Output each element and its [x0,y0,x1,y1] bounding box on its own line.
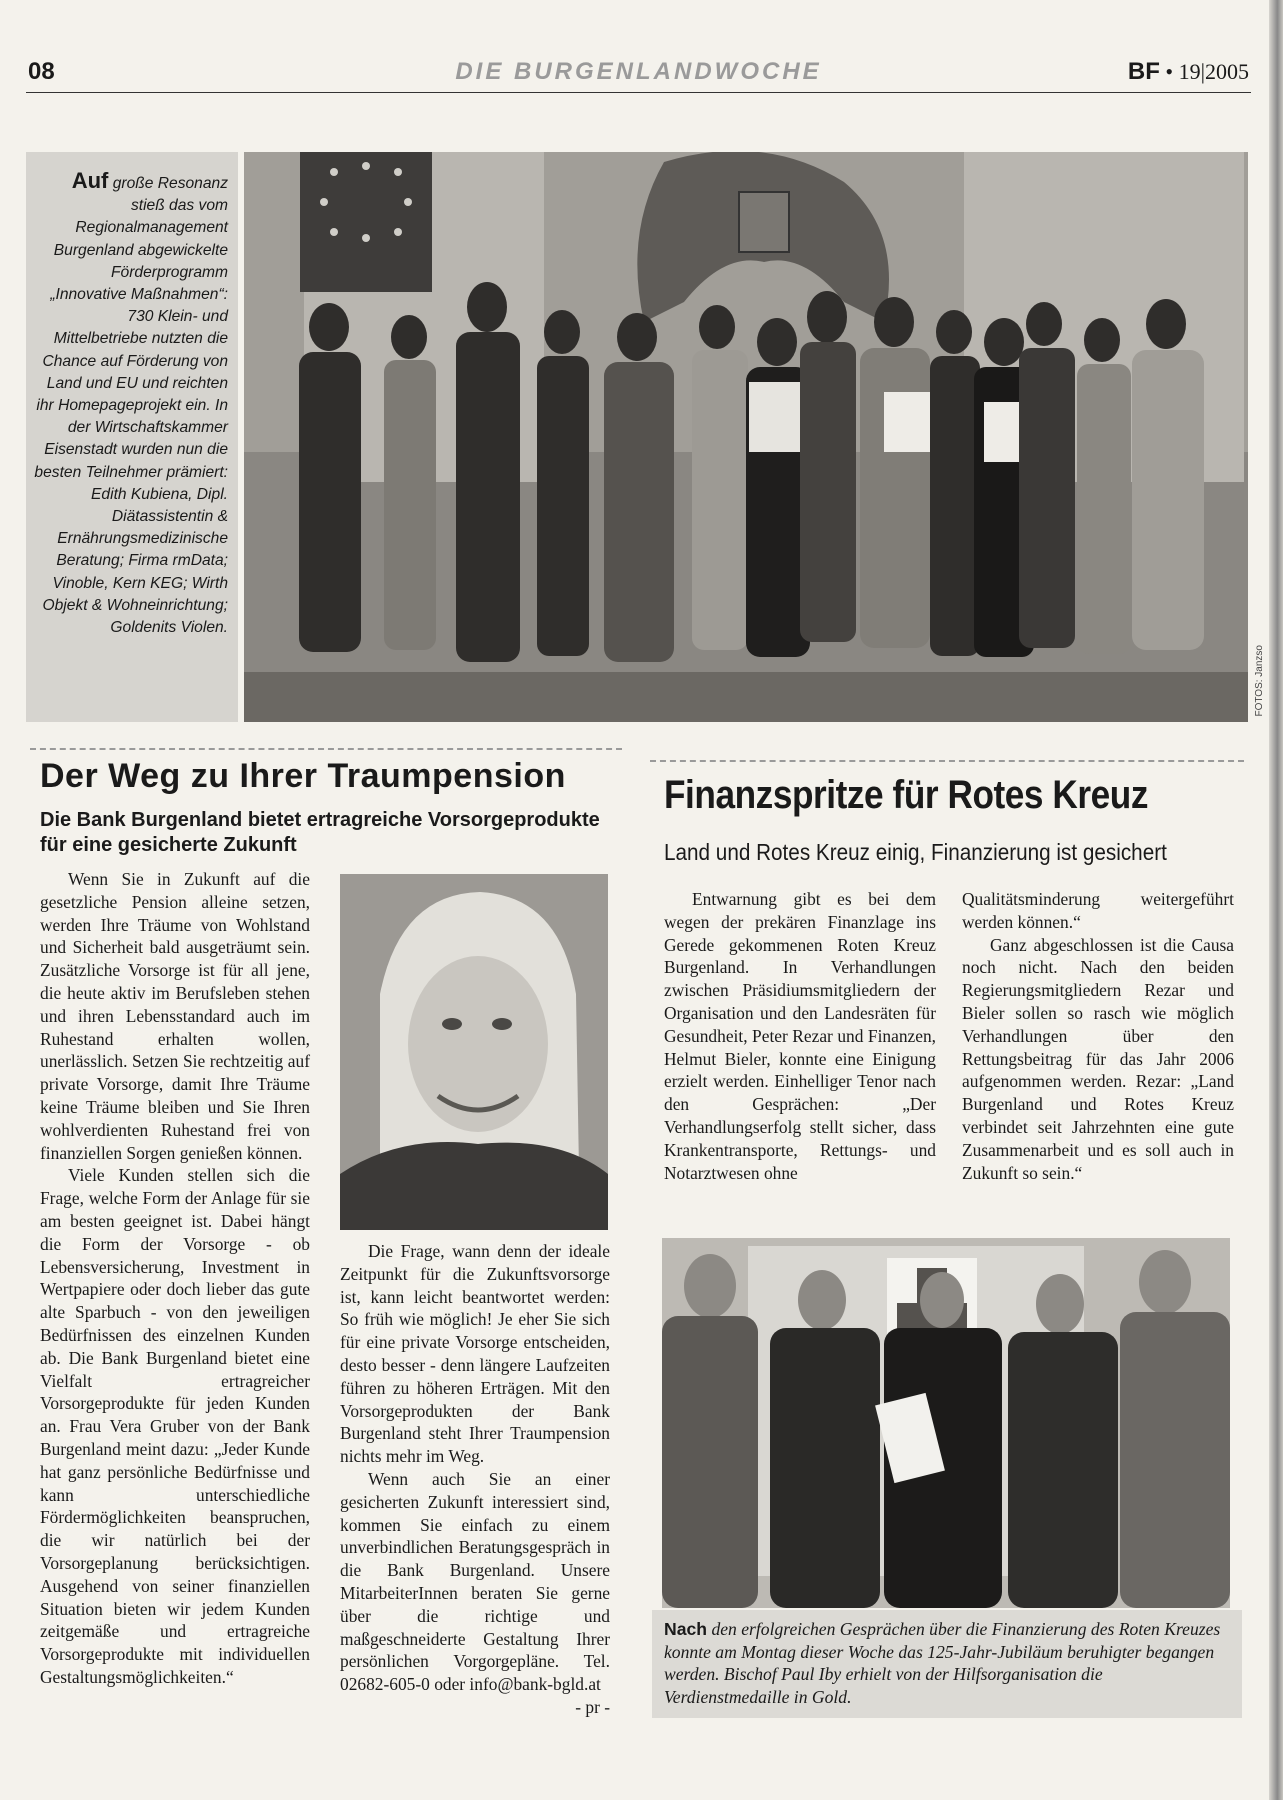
right-article-divider [650,760,1244,762]
left-article-title: Der Weg zu Ihrer Traumpension [40,757,566,795]
right-article-title: Finanzspritze für Rotes Kreuz [664,773,1149,817]
left-article-subtitle: Die Bank Burgenland bietet ertragreiche Vorsorgeprodukte für eine gesicherte Zukunft [40,809,600,856]
left-col2-para-2-text: Wenn auch Sie an einer gesicherten Zukunft interessiert sind, kommen Sie einfach zu einem unverbindlichen Beratungsgespräch in die Bank Burgenland. Unsere MitarbeiterInnen beraten Sie gerne über die richtige und maßgeschneiderte Gestaltung Ihrer persönlichen Vorgorgepläne. Tel. 02682-605-0 oder info@bank-bgld.at [340,1468,610,1695]
bottom-caption-text: den erfolgreichen Gesprächen über die Finanzierung des Roten Kreuzes konnte am Montag dieser Woche das 125-Jahr-Jubiläum beruhigter begangen werden. Bischof Paul Iby erhielt von der Hilfsorganisation die Verdienstmedaille in Gold. [664,1619,1221,1707]
page-number: 08 [28,58,55,85]
right-article-column-1 [664,888,936,1184]
photo-credit: FOTOS: Janzso [1254,645,1265,717]
masthead: DIE BURGENLANDWOCHE [455,58,822,85]
page-edge-shadow [1269,0,1283,1800]
left-col2-para-2 [340,1468,610,1717]
top-caption-lead: Auf [71,168,109,193]
left-col2-para-1: Die Frage, wann denn der ideale Zeitpunkt für die Zukunftsvorsorge ist, kann leicht beantwortet werden: So früh wie möglich! Je eher Sie sich für eine private Vorsorge entscheiden, desto besser - denn längere Laufzeiten führen zu höheren Erträgen. Mit den Vorsorgeprodukten der Bank Burgenland steht Ihrer Traumpension nichts mehr im Weg. [340,1241,610,1467]
right-article-subtitle: Land und Rotes Kreuz einig, Finanzierung ist gesichert [664,839,1167,865]
top-caption-text: große Resonanz stieß das vom Regionalmanagement Burgenland abgewickelte Förderprogramm „Innovative Maßnahmen“: 730 Klein- und Mittelbetriebe nutzten die Chance auf Förderung von Land und EU und reichten ihr Homepageprojekt ein. In der Wirtschaftskammer Eisenstadt wurden nun die besten Teilnehmer prämiert: Edith Kubiena, Dipl. Diätassistentin & Ernährungsmedizinische Beratung; Firma rmData; Vinoble, Kern KEG; Wirth Objekt & Wohneinrichtung; Goldenits Violen. [34,175,228,637]
author-signature: - pr - [575,1696,610,1717]
bottom-caption-lead: Nach [664,1619,708,1639]
left-article-column-1 [40,868,310,1689]
right-article-column-2 [962,888,1234,1184]
right-col2-para-1: Qualitätsminderung weitergeführt werden können.“ [962,889,1234,932]
portrait-photo [340,874,608,1230]
left-article-column-2 [340,1240,610,1719]
left-col1-para-1: Wenn Sie in Zukunft auf die gesetzliche Pension alleine setzen, werden Ihre Träume von Wohlstand und Sicherheit bald ausgeträumt sein. Zusätzliche Vorsorge ist für all jene, die heute aktiv im Berufsleben stehen und ihren Lebensstandard auch im Ruhestand erhalten wollen, unerlässlich. Setzen Sie rechtzeitig auf private Vorsorge, damit Ihre Träume keine Träume bleiben und Sie Ihren wohlverdienten Ruhestand frei von finanziellen Sorgen genießen können. [40,869,310,1163]
red-cross-photo [662,1238,1230,1608]
edition-label: BF [1127,58,1160,85]
group-photo [244,152,1248,722]
left-article-divider [30,748,622,750]
page-header [26,56,1251,93]
right-col2-para-2: Ganz abgeschlossen ist die Causa noch nicht. Nach den beiden Regierungsmitgliedern Rezar und Bieler sollen so rasch wie möglich Verhandlungen über den Rettungsbeitrag für das Jahr 2006 aufgenommen werden. Rezar: „Land Burgenland und Rotes Kreuz verbindet seit Jahrzehnten eine gute Zusammenarbeit und es soll auch in Zukunft so sein.“ [962,934,1234,1183]
right-col1-para-1: Entwarnung gibt es bei dem wegen der prekären Finanzlage ins Gerede gekommenen Roten Kreuz Burgenland. In Verhandlungen zwischen Präsidiumsmitgliedern der Organisation und den Landesräten für Gesundheit, Peter Rezar und Finanzen, Helmut Bieler, konnte eine Einigung erzielt werden. Einhelliger Tenor nach den Gesprächen: „Der Verhandlungserfolg stellt sicher, dass Krankentransporte, Rettungs- und Notarztwesen ohne [664,889,936,1183]
issue-info: BF • 19|2005 [1127,58,1249,85]
bottom-photo-caption [652,1610,1242,1718]
issue-number: 19|2005 [1178,59,1249,84]
top-photo-caption [26,152,238,722]
left-col1-para-2: Viele Kunden stellen sich die Frage, welche Form der Anlage für sie am besten geeignet ist. Dabei hängt die Form der Vorsorge - ob Lebensversicherung, Investment in Wertpapiere oder doch lieber das gute alte Sparbuch - von den jeweiligen Bedürfnissen des einzelnen Kunden ab. Die Bank Burgenland bietet eine Vielfalt ertragreicher Vorsorgeprodukte für jeden Kunden an. Frau Vera Gruber von der Bank Burgenland meint dazu: „Jeder Kunde hat ganz persönliche Bedürfnisse und kann unterschiedliche Fördermöglichkeiten beanspruchen, die wir natürlich bei der Vorsorgeplanung berücksichtigen. Ausgehend von seiner finanziellen Situation bieten wir jedem Kunden zeitgemäße und ertragreiche Vorsorgeprodukte mit individuellen Gestaltungsmöglichkeiten.“ [40,1165,310,1687]
